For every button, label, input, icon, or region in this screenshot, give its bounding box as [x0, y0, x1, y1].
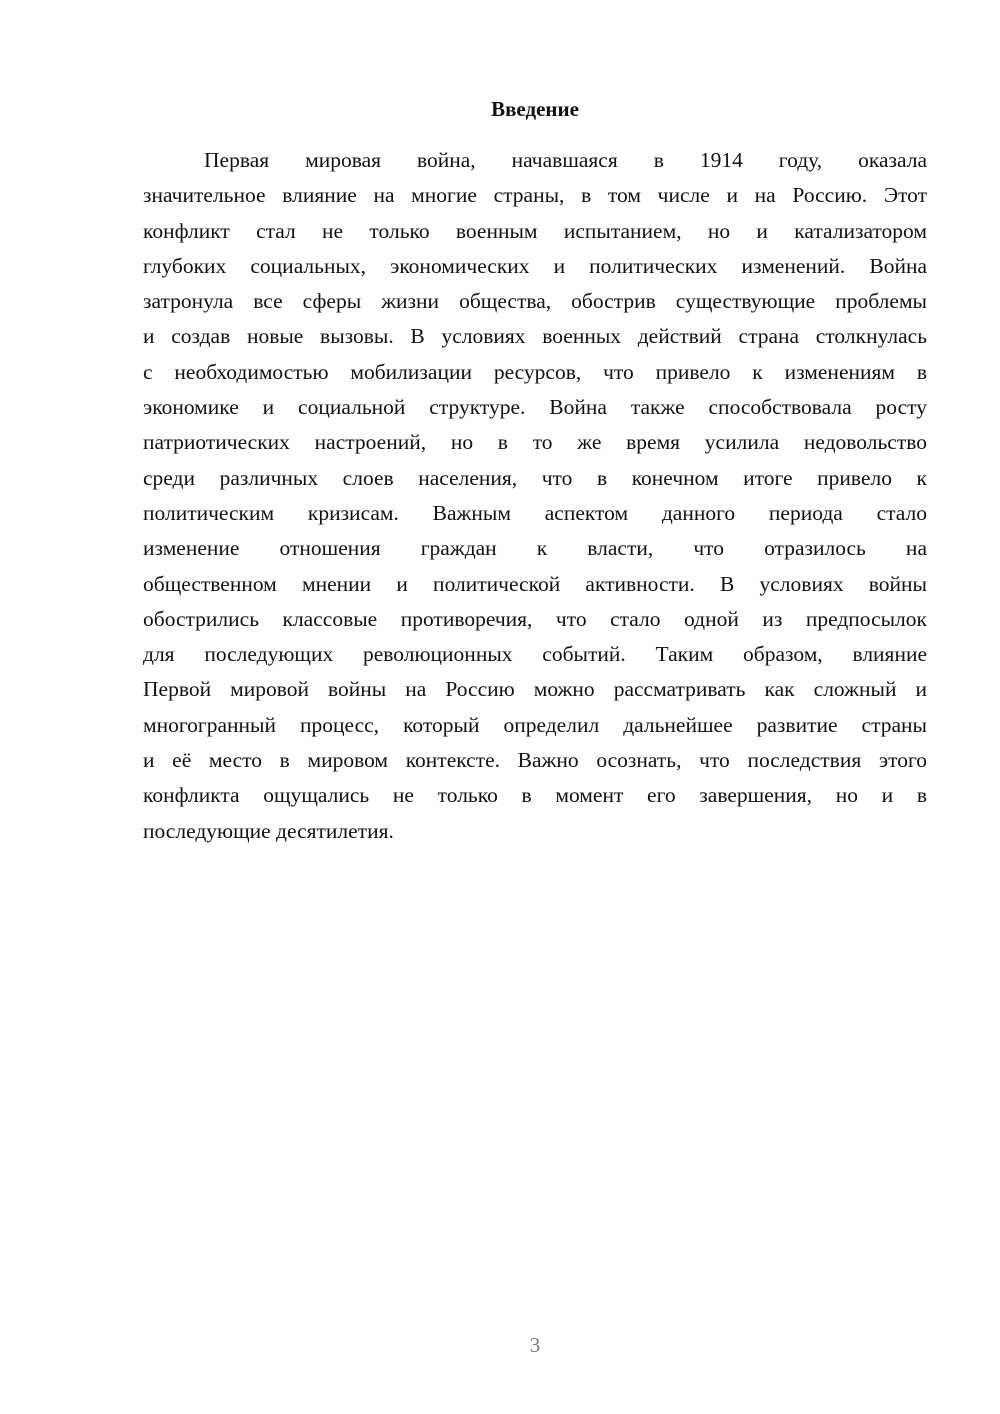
paragraph-line: Первая мировая война, начавшаяся в 1914 году, оказала — [204, 148, 927, 172]
paragraph-line: среди различных слоев населения, что в конечном итоге привело к — [143, 465, 927, 490]
paragraph-line: патриотических настроений, но в то же время усилила недовольство — [143, 430, 927, 455]
paragraph-line: обострились классовые противоречия, что стало одной из предпосылок — [143, 606, 927, 631]
paragraph-line: конфликта ощущались не только в момент его завершения, но и в — [143, 783, 927, 808]
paragraph-line: с необходимостью мобилизации ресурсов, что привело к изменениям в — [143, 359, 927, 384]
paragraph-line: экономике и социальной структуре. Война также способствовала росту — [143, 395, 927, 420]
section-title: Введение — [491, 97, 579, 121]
paragraph-line: и создав новые вызовы. В условиях военных действий страна столкнулась — [143, 324, 927, 349]
paragraph-line: общественном мнении и политической активности. В условиях войны — [143, 571, 927, 596]
paragraph-line: многогранный процесс, который определил дальнейшее развитие страны — [143, 712, 927, 737]
paragraph-line: для последующих революционных событий. Таким образом, влияние — [143, 642, 927, 667]
paragraph-line: и её место в мировом контексте. Важно осознать, что последствия этого — [143, 748, 927, 773]
paragraph-line: Первой мировой войны на Россию можно рассматривать как сложный и — [143, 677, 927, 702]
paragraph-line: последующие десятилетия. — [143, 818, 394, 843]
paragraph-line: затронула все сферы жизни общества, обострив существующие проблемы — [143, 289, 927, 314]
paragraph-line: значительное влияние на многие страны, в том числе и на Россию. Этот — [143, 183, 927, 208]
paragraph-line: политическим кризисам. Важным аспектом данного периода стало — [143, 500, 927, 525]
paragraph-line: конфликт стал не только военным испытанием, но и катализатором — [143, 218, 927, 243]
paragraph-line: глубоких социальных, экономических и политических изменений. Война — [143, 253, 927, 278]
paragraph-line: изменение отношения граждан к власти, что отразилось на — [143, 536, 927, 561]
page-number: 3 — [529, 1333, 541, 1357]
body-paragraph — [143, 143, 927, 849]
